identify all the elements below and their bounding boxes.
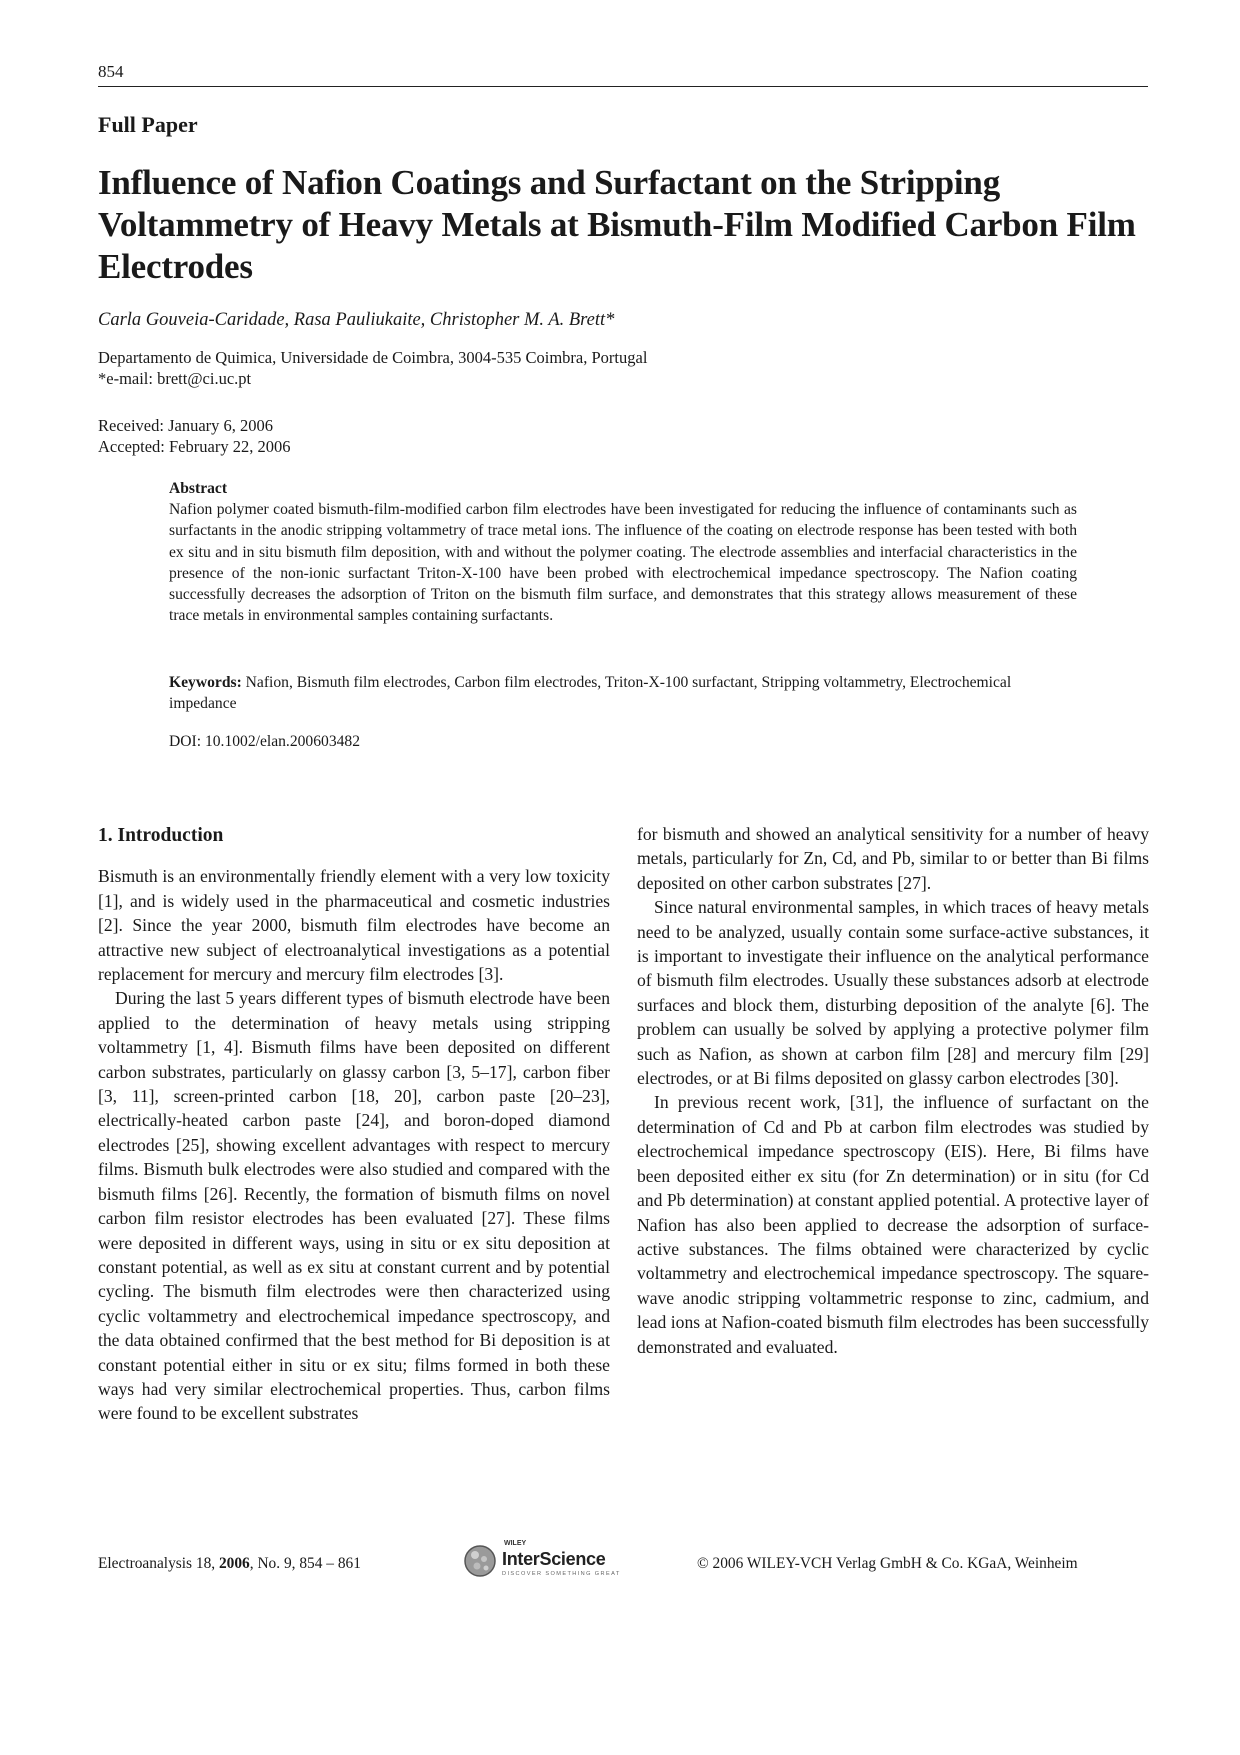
- paragraph: In previous recent work, [31], the influence of surfactant on the determination of Cd and Pb at carbon film electrodes was studied by electrochemical impedance spectroscopy (EIS). Here, Bi films have been deposited either ex situ (for Zn determination) or in situ (for Cd and Pb determination) at constant applied potential. A protective layer of Nafion has also been applied to decrease the adsorption of surface-active substances. The films obtained were characterized by cyclic voltammetry and electrochemical impedance spectroscopy. The square-wave anodic stripping voltammetric response to zinc, cadmium, and lead ions at Nafion-coated bismuth film electrodes has been successfully demonstrated and evaluated.: [637, 1092, 1149, 1357]
- footer-journal: Electroanalysis 18,: [98, 1555, 216, 1572]
- page-number: 854: [98, 62, 124, 81]
- paragraph: During the last 5 years different types of bismuth electrode have been applied to the determination of heavy metals using stripping voltammetry [1, 4]. Bismuth films have been deposited on different carbon substrates, particularly on glassy carbon [3, 5–17], carbon fiber [3, 11], screen-printed carbon [18, 20], carbon paste [20–23], electrically-heated carbon paste [24], and boron-doped diamond electrodes [25], showing excellent advantages with respect to mercury films. Bismuth bulk electrodes were also studied and compared with the bismuth films [26]. Recently, the formation of bismuth films on novel carbon film resistor electrodes has been evaluated [27]. These films were deposited in different ways, using in situ or ex situ deposition at constant potential, as well as ex situ at constant current and by potential cycling. The bismuth film electrodes were then characterized using cyclic voltammetry and electrochemical impedance spectroscopy, and the data obtained confirmed that the best method for Bi deposition is at constant potential either in situ or ex situ; films formed in both these ways had very similar electrochemical properties. Thus, carbon films were found to be excellent substrates: [98, 988, 610, 1424]
- section-label: Full Paper: [98, 112, 198, 137]
- footer-issue: , No. 9, 854 – 861: [249, 1555, 361, 1572]
- paper-title: Influence of Nafion Coatings and Surfactant on the Stripping Voltammetry of Heavy Metals at Bismuth-Film Modified Carbon Film Electrodes: [98, 163, 1136, 286]
- logo-tagline: DISCOVER SOMETHING GREAT: [502, 1571, 621, 1577]
- received-date: Received: January 6, 2006: [98, 416, 274, 435]
- section-heading-introduction: 1. Introduction: [98, 825, 224, 846]
- paragraph: Since natural environmental samples, in which traces of heavy metals need to be analyzed, usually contain some surface-active substances, it is important to investigate their influence on the analytical performance of bismuth film electrodes. Usually these substances adsorb at electrode surfaces and block them, disturbing deposition of the analyte [6]. The problem can usually be solved by applying a protective polymer film such as Nafion, as shown at carbon film [28] and mercury film [29] electrodes, or at Bi films deposited on glassy carbon electrodes [30].: [637, 897, 1149, 1089]
- logo-wordmark: InterScience: [502, 1549, 606, 1569]
- affiliation: Departamento de Quimica, Universidade de Coimbra, 3004-535 Coimbra, Portugal: [98, 348, 648, 367]
- paragraph: for bismuth and showed an analytical sensitivity for a number of heavy metals, particularly for Zn, Cd, and Pb, similar to or better than Bi films deposited on other carbon substrates [27].: [637, 824, 1149, 893]
- left-column: [98, 822, 610, 1426]
- dates-block: [98, 415, 290, 457]
- logo-wordmark-top: WILEY: [504, 1540, 527, 1547]
- right-column: [637, 822, 1149, 1359]
- doi: DOI: 10.1002/elan.200603482: [169, 733, 361, 750]
- interscience-logo: [462, 1540, 627, 1580]
- globe-icon: [462, 1543, 498, 1579]
- abstract-block: [169, 478, 1077, 626]
- abstract-text: Nafion polymer coated bismuth-film-modified carbon film electrodes have been investigated for reducing the influence of contaminants such as surfactants in the anodic stripping voltammetry of trace metal ions. The influence of the coating on electrode response has been tested with both ex situ and in situ bismuth film deposition, with and without the polymer coating. The electrode assemblies and interfacial characteristics in the presence of the non-ionic surfactant Triton-X-100 have been probed with electrochemical impedance spectroscopy. The Nafion coating successfully decreases the adsorption of Triton on the bismuth film surface, and demonstrates that this strategy allows measurement of these trace metals in environmental samples containing surfactants.: [169, 501, 1077, 625]
- keywords-text: Nafion, Bismuth film electrodes, Carbon film electrodes, Triton-X-100 surfactant, Stripping voltammetry, Electrochemical impedance: [169, 674, 1012, 713]
- keywords-label: Keywords:: [169, 674, 242, 691]
- affiliation-block: [98, 347, 647, 389]
- abstract-heading: Abstract: [169, 480, 228, 497]
- footer-citation: [98, 1555, 361, 1573]
- email: *e-mail: brett@ci.uc.pt: [98, 369, 252, 388]
- keywords-block: [169, 672, 1077, 714]
- footer-year: 2006: [218, 1555, 250, 1572]
- header-rule: [98, 86, 1148, 87]
- author-list: Carla Gouveia-Caridade, Rasa Pauliukaite, Christopher M. A. Brett*: [98, 310, 615, 330]
- accepted-date: Accepted: February 22, 2006: [98, 437, 291, 456]
- paragraph: Bismuth is an environmentally friendly element with a very low toxicity [1], and is widely used in the pharmaceutical and cosmetic industries [2]. Since the year 2000, bismuth film electrodes have become an attractive new subject of electroanalytical investigations as a potential replacement for mercury and mercury film electrodes [3].: [98, 866, 610, 985]
- footer-copyright: © 2006 WILEY-VCH Verlag GmbH & Co. KGaA, Weinheim: [697, 1555, 1078, 1572]
